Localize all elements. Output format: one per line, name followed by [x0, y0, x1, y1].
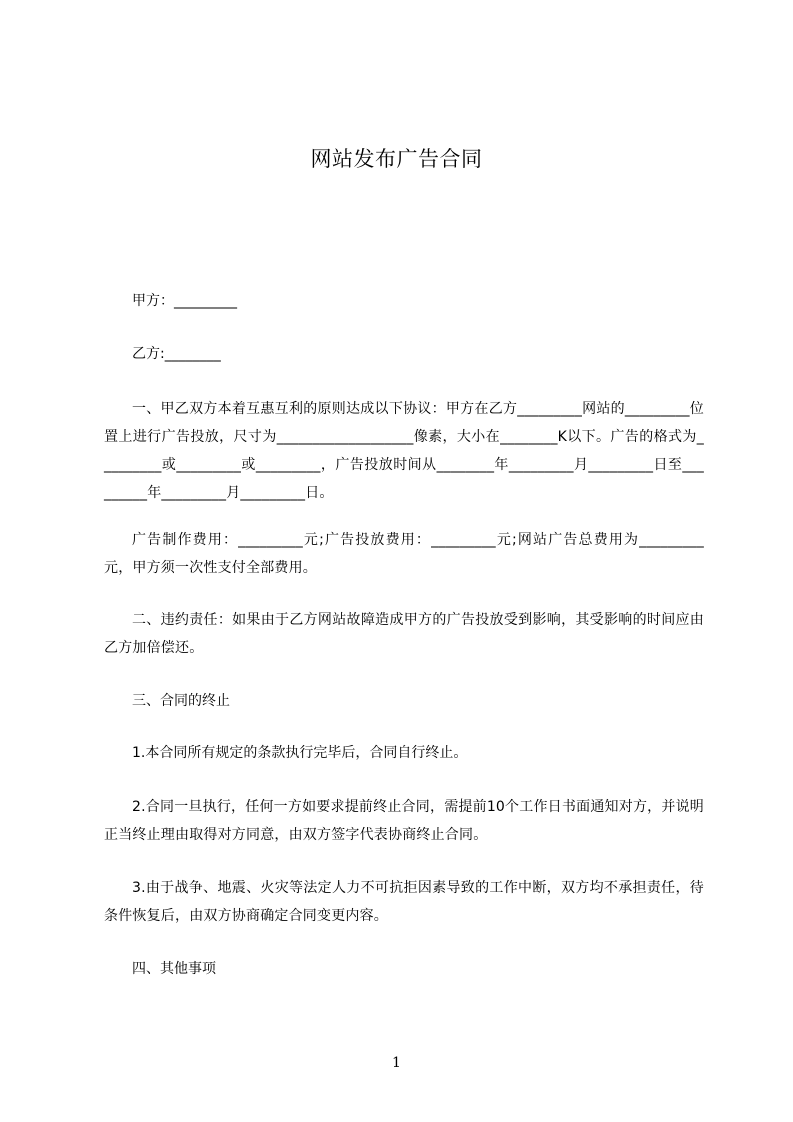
clause-3-item-3: 3.由于战争、地震、火灾等法定人力不可抗拒因素导致的工作中断，双方均不承担责任，待条件恢复后，由双方协商确定合同变更内容。	[104, 880, 704, 924]
page-number: 1	[392, 1055, 401, 1071]
clause-3-item-1: 1.本合同所有规定的条款执行完毕后，合同自行终止。	[132, 745, 468, 761]
clause-2-paragraph: 二、违约责任：如果由于乙方网站故障造成甲方的广告投放受到影响，其受影响的时间应由乙方加倍偿还。	[104, 612, 704, 656]
fees-paragraph: 广告制作费用：_________元;广告投放费用：_________元;网站广告总费用为_________元，甲方须一次性支付全部费用。	[104, 532, 704, 576]
clause-4-heading: 四、其他事项	[132, 961, 216, 977]
clause-3-heading: 三、合同的终止	[132, 693, 230, 709]
page-title: 网站发布广告合同	[310, 147, 483, 171]
party-b-line: 乙方:________	[132, 346, 221, 362]
clause-3-item-2: 2.合同一旦执行，任何一方如要求提前终止合同，需提前10个工作日书面通知对方，并说明正当终止理由取得对方同意，由双方签字代表协商终止合同。	[104, 799, 704, 843]
clause-1-paragraph: 一、甲乙双方本着互惠互利的原则达成以下协议：甲方在乙方_________网站的_________位置上进行广告投放，尺寸为___________________像素，大小在________K以下。广告的格式为_________或_________或_________，广告投放时间从________年_________月_________日至_________年_________月_________日。	[104, 401, 704, 501]
party-a-line: 甲方：_________	[132, 293, 237, 309]
